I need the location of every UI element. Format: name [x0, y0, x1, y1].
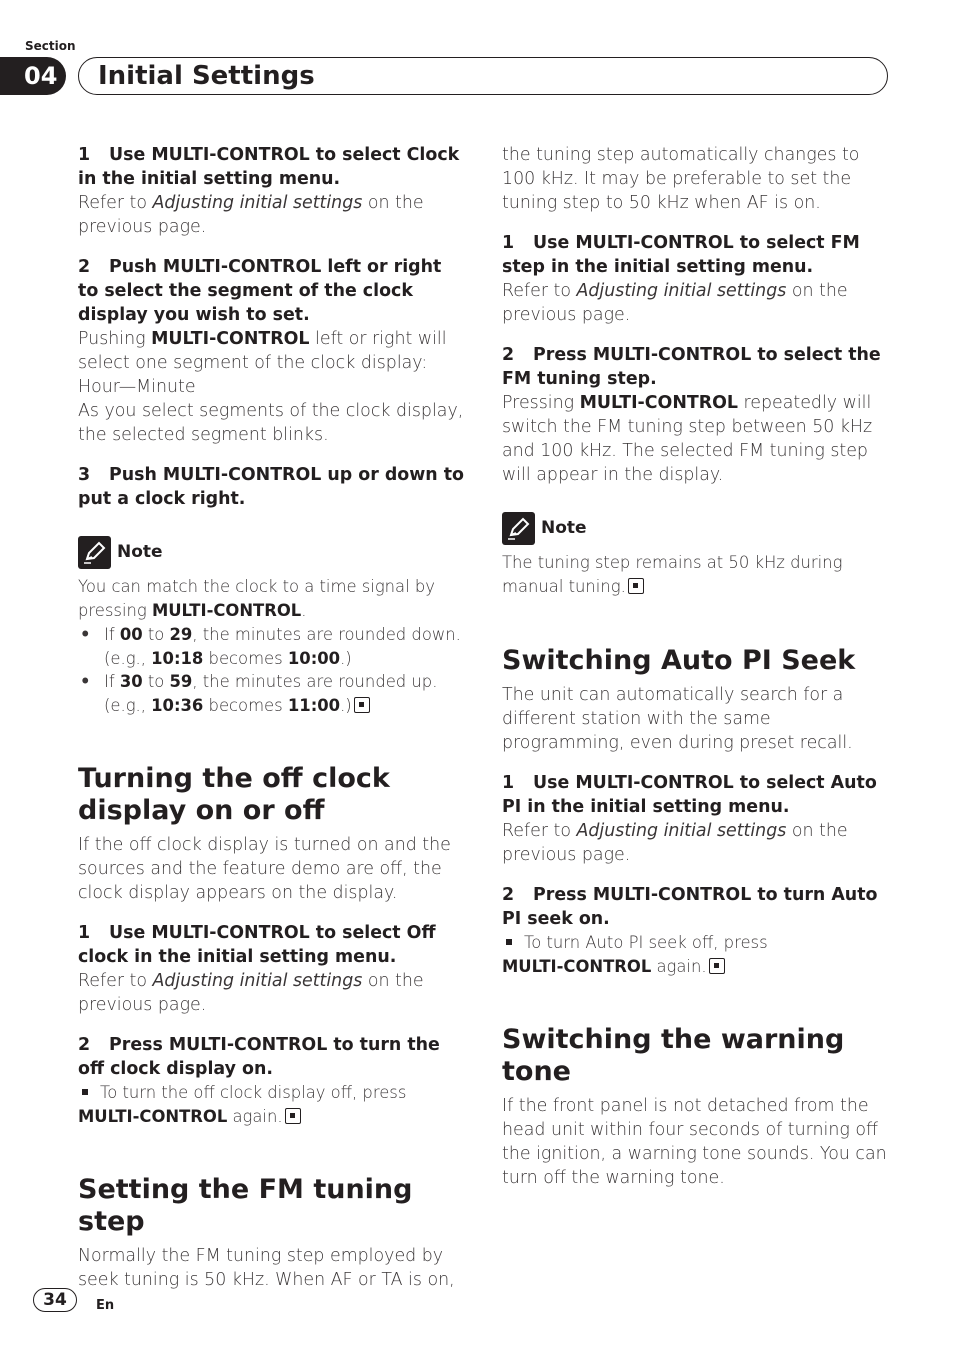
step-heading: 1 Use MULTI-CONTROL to select Auto PI in the initial setting menu. — [502, 773, 877, 817]
left-column — [78, 143, 466, 1292]
step-heading: 2 Press MULTI-CONTROL to turn Auto PI seek on. — [502, 885, 878, 929]
step-body: Refer to Adjusting initial settings on the previous page. — [502, 281, 848, 325]
section-intro: The unit can automatically search for a different station with the same programming, even during preset recall. — [502, 685, 853, 753]
square-bullet-item: MULTI-CONTROL again. — [502, 955, 890, 979]
step-heading: 2 Press MULTI-CONTROL to turn the off clock display on. — [78, 1035, 440, 1079]
section-intro-continued: the tuning step automatically changes to 100 kHz. It may be preferable to set the tuning step to 50 kHz when AF is on. — [502, 145, 860, 213]
step-body: Hour—Minute — [78, 377, 196, 397]
section-label: Section — [25, 39, 76, 53]
square-bullet-item: To turn Auto PI seek off, press — [502, 931, 890, 955]
note-bullet: • If 30 to 59, the minutes are rounded up. (e.g., 10:36 becomes 11:00.) — [78, 670, 466, 717]
language-code: En — [96, 1298, 115, 1313]
section-heading: Setting the FM tuning step — [78, 1174, 413, 1237]
end-mark-icon — [285, 1108, 301, 1124]
right-column — [502, 143, 890, 1190]
section-title: Initial Settings — [98, 61, 315, 91]
end-mark-icon — [354, 697, 370, 713]
square-bullet-item: MULTI-CONTROL again. — [78, 1105, 466, 1129]
page-number: 34 — [33, 1288, 77, 1312]
step-body: Refer to Adjusting initial settings on the previous page. — [78, 971, 424, 1015]
end-mark-icon — [628, 578, 644, 594]
note-bullet: • If 00 to 29, the minutes are rounded down. (e.g., 10:18 becomes 10:00.) — [78, 623, 466, 670]
step-body: As you select segments of the clock display, the selected segment blinks. — [78, 401, 464, 445]
step-body: Pressing MULTI-CONTROL repeatedly will switch the FM tuning step between 50 kHz and 100 kHz. The selected FM tuning step will appear in the display. — [502, 393, 873, 485]
step-heading: 2 Push MULTI-CONTROL left or right to select the segment of the clock display you wish to set. — [78, 257, 442, 325]
square-bullet-icon — [506, 939, 512, 945]
step-heading: 1 Use MULTI-CONTROL to select Off clock in the initial setting menu. — [78, 923, 436, 967]
cross-reference: Adjusting initial settings — [152, 193, 363, 213]
section-heading: Switching Auto PI Seek — [502, 645, 856, 676]
step-body: Pushing MULTI-CONTROL left or right will select one segment of the clock display: — [78, 329, 447, 373]
step-body: Refer to Adjusting initial settings on the previous page. — [502, 821, 848, 865]
note-header: Note — [78, 535, 466, 569]
cross-reference: Adjusting initial settings — [152, 971, 363, 991]
section-intro: If the front panel is not detached from the head unit within four seconds of turning off the ignition, a warning tone sounds. You can turn off the warning tone. — [502, 1096, 887, 1188]
step-heading: 1 Use MULTI-CONTROL to select Clock in the initial setting menu. — [78, 145, 460, 189]
cross-reference: Adjusting initial settings — [576, 821, 787, 841]
step-heading: 3 Push MULTI-CONTROL up or down to put a clock right. — [78, 465, 464, 509]
cross-reference: Adjusting initial settings — [576, 281, 787, 301]
square-bullet-item: To turn the off clock display off, press — [78, 1081, 466, 1105]
step-heading: 1 Use MULTI-CONTROL to select FM step in the initial setting menu. — [502, 233, 860, 277]
section-intro: Normally the FM tuning step employed by seek tuning is 50 kHz. When AF or TA is on, — [78, 1246, 455, 1290]
section-heading: Switching the warning tone — [502, 1024, 845, 1087]
note-text: You can match the clock to a time signal by pressing MULTI-CONTROL. — [78, 577, 435, 620]
square-bullet-icon — [82, 1089, 88, 1095]
note-header: Note — [502, 511, 890, 545]
step-body: Refer to Adjusting initial settings on the previous page. — [78, 193, 424, 237]
section-number: 04 — [0, 57, 66, 95]
section-intro: If the off clock display is turned on and the sources and the feature demo are off, the clock display appears on the display. — [78, 835, 451, 903]
note-text: The tuning step remains at 50 kHz during manual tuning. — [502, 553, 843, 596]
section-heading: Turning the off clock display on or off — [78, 763, 390, 826]
note-pencil-icon — [78, 536, 111, 569]
step-heading: 2 Press MULTI-CONTROL to select the FM tuning step. — [502, 345, 881, 389]
end-mark-icon — [709, 958, 725, 974]
note-pencil-icon — [502, 512, 535, 545]
